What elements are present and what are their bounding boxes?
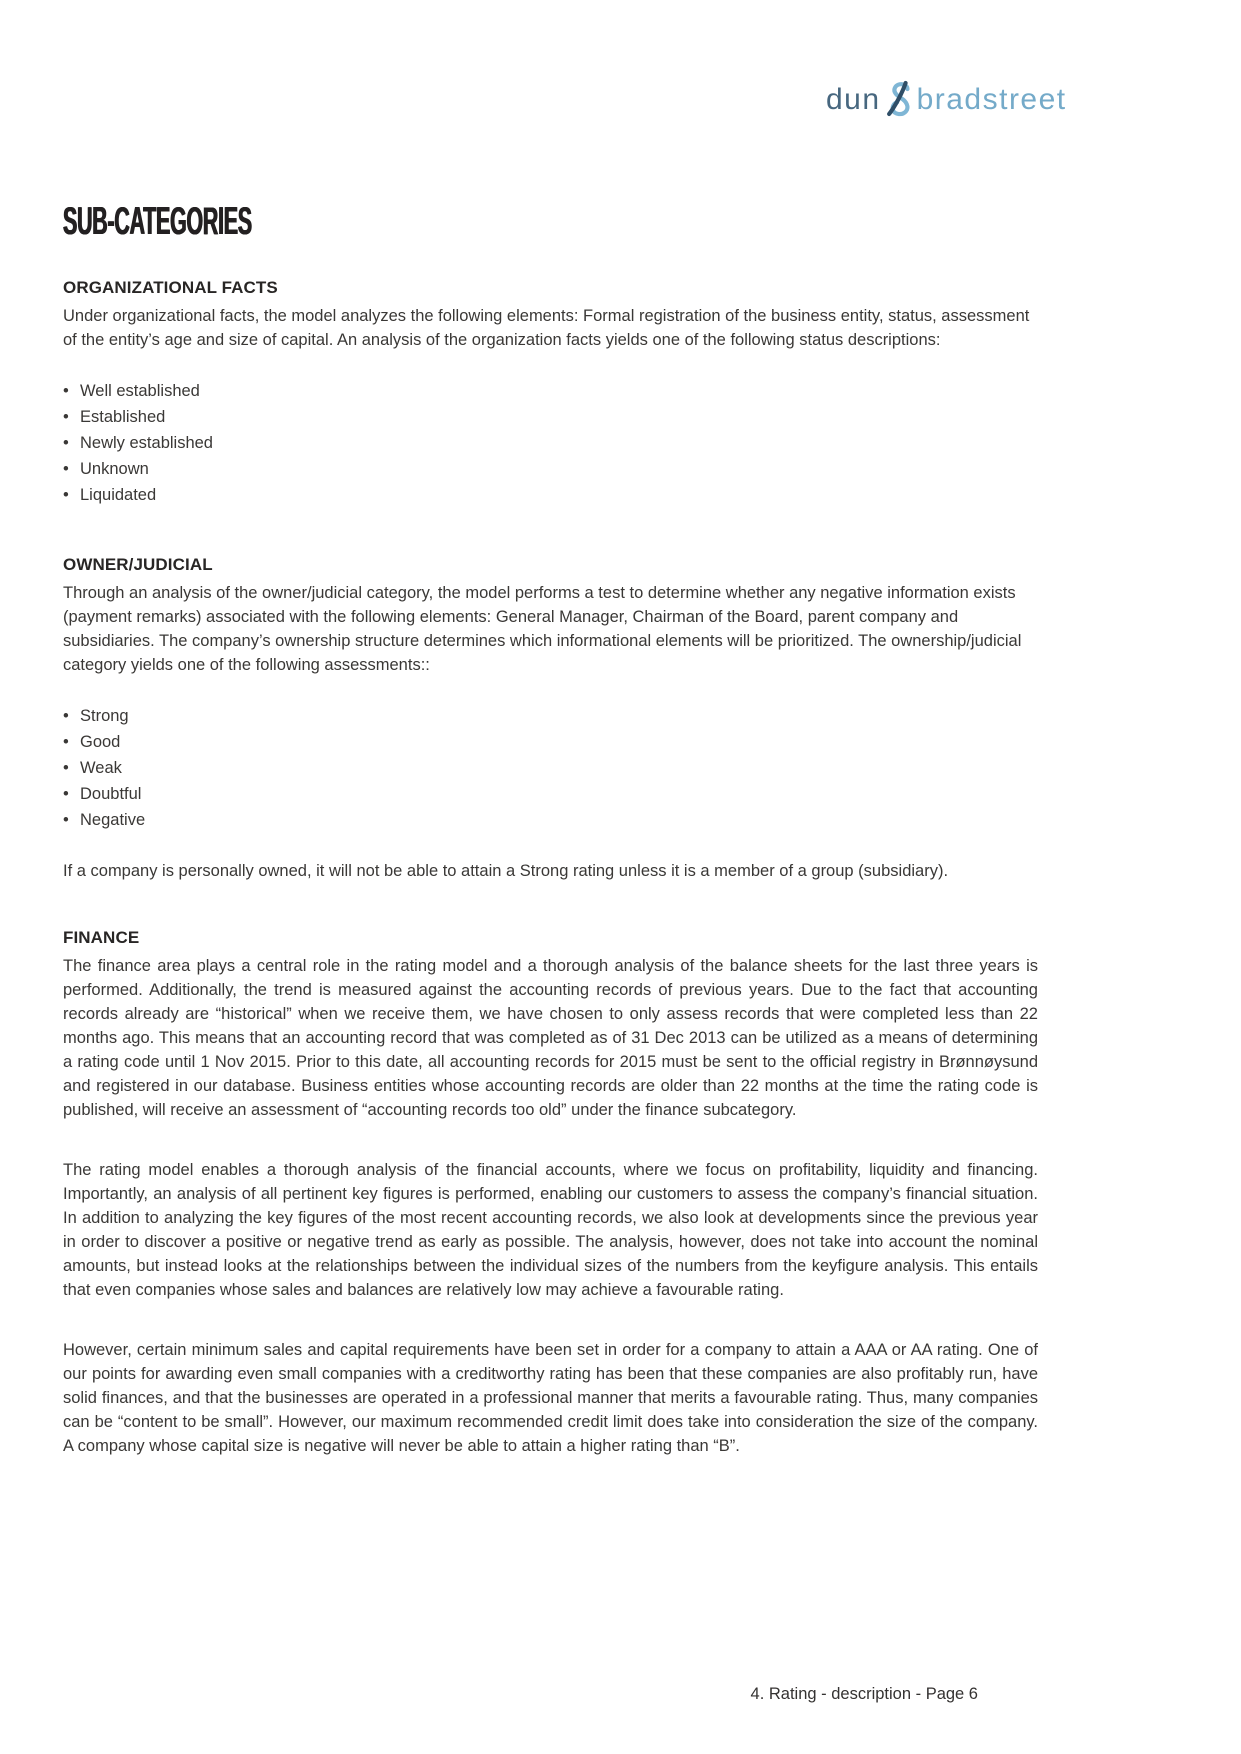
owner-judicial-paragraph: Through an analysis of the owner/judicial category, the model performs a test to determine whether any negative information exists (payment remarks) associated with the following elements: General Manager, Chairman of the Board, parent company and subsidiaries. The company’s ownership structure determines which informational elements will be prioritized. The ownership/judicial category yields one of the following assessments:: xyxy=(63,584,1022,674)
dun-bradstreet-logo xyxy=(826,82,1067,122)
list-item: • Well established xyxy=(63,378,1038,404)
list-item: • Good xyxy=(63,729,1038,755)
list-item: • Negative xyxy=(63,807,1038,833)
organizational-facts-heading: ORGANIZATIONAL FACTS xyxy=(63,278,278,297)
list-item: • Established xyxy=(63,404,1038,430)
list-item: • Liquidated xyxy=(63,482,1038,508)
logo-text-bradstreet: bradstreet xyxy=(916,83,1067,116)
section-organizational-facts xyxy=(63,276,1038,508)
finance-paragraph-3: However, certain minimum sales and capital requirements have been set in order for a company to attain a AAA or AA rating. One of our points for awarding even small companies with a creditworthy rating has been that these companies are also profitably run, have solid finances, and that the businesses are operated in a professional manner that merits a favourable rating. Thus, many companies can be “content to be small”. However, our maximum recommended credit limit does take into consideration the size of the company. A company whose capital size is negative will never be able to attain a higher rating than “B”. xyxy=(63,1341,1038,1455)
finance-heading: FINANCE xyxy=(63,928,140,947)
list-item: • Newly established xyxy=(63,430,1038,456)
list-item: • Strong xyxy=(63,703,1038,729)
page-footer: 4. Rating - description - Page 6 xyxy=(750,1685,978,1703)
page-title: SUB-CATEGORIES xyxy=(63,200,252,243)
owner-judicial-heading: OWNER/JUDICIAL xyxy=(63,555,213,574)
list-item: • Doubtful xyxy=(63,781,1038,807)
section-owner-judicial xyxy=(63,553,1038,883)
finance-paragraph-1: The finance area plays a central role in the rating model and a thorough analysis of the balance sheets for the last three years is performed. Additionally, the trend is measured against the accounting records of previous years. Due to the fact that accounting records already are “historical” when we receive them, we have chosen to only assess records that were completed less than 22 months ago. This means that an accounting record that was completed as of 31 Dec 2013 can be utilized as a means of determining a rating code until 1 Nov 2015. Prior to this date, all accounting records for 2015 must be sent to the official registry in Brønnøysund and registered in our database. Business entities whose accounting records are older than 22 months at the time the rating code is published, will receive an assessment of “accounting records too old” under the finance subcategory. xyxy=(63,957,1038,1119)
finance-paragraph-2: The rating model enables a thorough analysis of the financial accounts, where we focus on profitability, liquidity and financing. Importantly, an analysis of all pertinent key figures is performed, enabling our customers to assess the company’s financial situation. In addition to analyzing the key figures of the most recent accounting records, we also look at developments since the previous year in order to discover a positive or negative trend as early as possible. The analysis, however, does not take into account the nominal amounts, but instead looks at the relationships between the individual sizes of the numbers from the keyfigure analysis. This entails that even companies whose sales and balances are relatively low may achieve a favourable rating. xyxy=(63,1161,1038,1299)
list-item: • Unknown xyxy=(63,456,1038,482)
organizational-facts-paragraph: Under organizational facts, the model analyzes the following elements: Formal registration of the business entity, status, assessment of the entity’s age and size of capital. An analysis of the organization facts yields one of the following status descriptions: xyxy=(63,307,1030,349)
section-finance xyxy=(63,926,1038,1458)
list-item: • Weak xyxy=(63,755,1038,781)
owner-judicial-note: If a company is personally owned, it will not be able to attain a Strong rating unless it is a member of a group (subsidiary). xyxy=(63,862,949,880)
status-descriptions-list xyxy=(63,378,1038,508)
logo-text-dun: dun xyxy=(826,83,881,116)
assessments-list xyxy=(63,703,1038,833)
logo-ampersand-icon xyxy=(883,80,915,117)
